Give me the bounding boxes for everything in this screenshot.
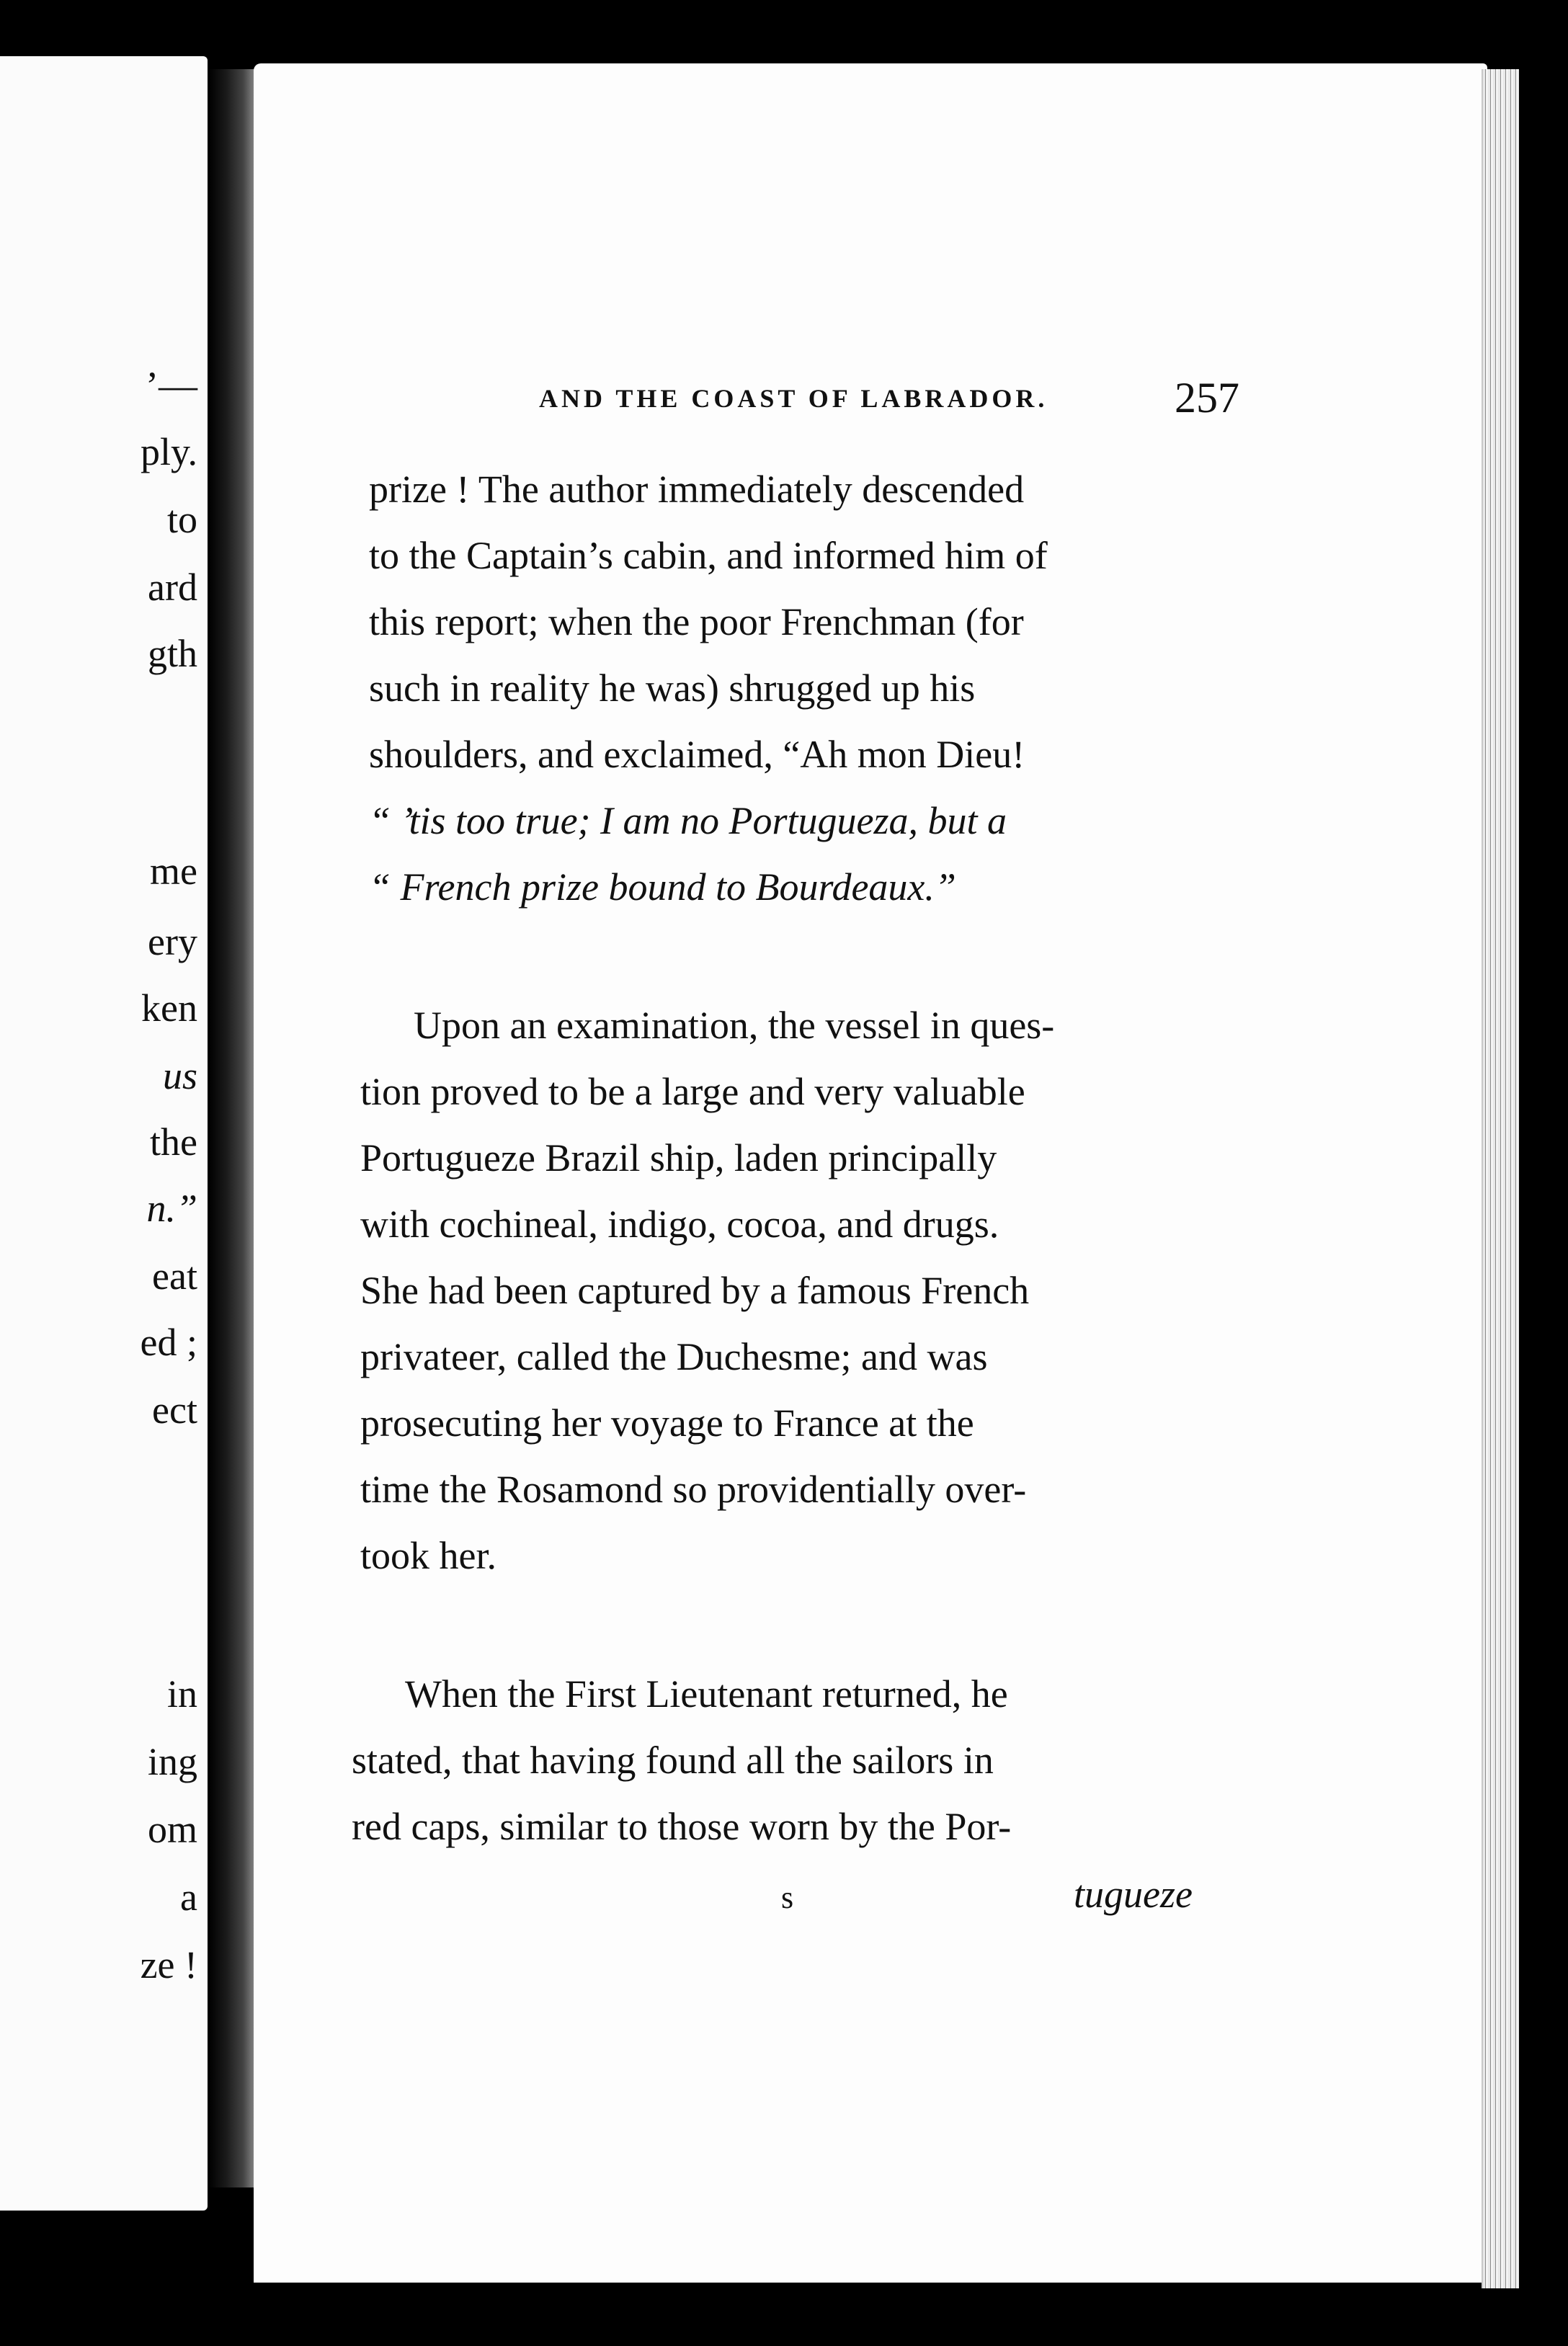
text-line (352, 1738, 1487, 1783)
text-line-content: Portugueze Brazil ship, laden principally (360, 1136, 997, 1179)
text-line (369, 798, 1487, 843)
text-line-content: shoulders, and exclaimed, “Ah mon Dieu! (369, 733, 1025, 776)
catchword: tugueze (1074, 1873, 1193, 1916)
left-fragment: ze ! (140, 1943, 197, 1986)
left-fragment: ery (148, 920, 197, 963)
left-fragment: n.” (146, 1187, 197, 1230)
text-line-content: red caps, similar to those worn by the Por- (352, 1805, 1012, 1848)
left-fragment: a (180, 1876, 197, 1919)
text-line (360, 1401, 1487, 1445)
text-line (352, 1804, 1487, 1849)
text-line (360, 1533, 1487, 1578)
text-line-content: with cochineal, indigo, cocoa, and drugs. (360, 1203, 999, 1246)
text-line (369, 865, 1487, 909)
text-line-content: “ ’tis too true; I am no Portugueza, but a (369, 799, 1007, 842)
text-line-content: She had been captured by a famous French (360, 1269, 1030, 1312)
previous-page (0, 56, 208, 2211)
text-line (360, 1334, 1487, 1379)
left-fragment: ect (152, 1388, 197, 1432)
text-line (369, 467, 1487, 512)
text-line-content: stated, that having found all the sailors in (352, 1739, 994, 1782)
left-fragment: ’— (146, 364, 197, 407)
text-line-content: to the Captain’s cabin, and informed him of (369, 534, 1048, 577)
left-fragment: ply. (141, 430, 197, 473)
text-line-content: privateer, called the Duchesme; and was (360, 1335, 988, 1378)
left-fragment: me (150, 849, 197, 893)
left-fragment: gth (147, 632, 197, 675)
left-fragment: in (166, 1672, 197, 1716)
left-fragment: eat (152, 1254, 197, 1298)
text-line-content: When the First Lieutenant returned, he (405, 1672, 1008, 1716)
page-fore-edge (1482, 69, 1519, 2288)
text-line (360, 1136, 1487, 1180)
left-fragment: ard (148, 566, 197, 609)
text-line (360, 1202, 1487, 1246)
text-line (360, 1268, 1487, 1313)
left-fragment: to (166, 498, 197, 541)
running-head (254, 317, 1487, 422)
text-line (360, 1069, 1487, 1114)
running-title: AND THE COAST OF LABRADOR. (539, 384, 1048, 413)
text-line (405, 1672, 1487, 1716)
text-line (360, 1467, 1487, 1512)
text-line-content: such in reality he was) shrugged up his (369, 666, 976, 710)
left-fragment: ing (147, 1740, 197, 1783)
left-fragment: om (147, 1808, 197, 1851)
left-fragment: the (150, 1120, 197, 1164)
text-line-content: this report; when the poor Frenchman (for (369, 600, 1024, 643)
left-fragment: ed ; (140, 1321, 197, 1364)
text-line (369, 599, 1487, 644)
page-number: 257 (1175, 374, 1239, 422)
text-line (414, 1003, 1487, 1048)
text-line (369, 533, 1487, 578)
text-line-content: took her. (360, 1534, 496, 1577)
signature-mark: s (781, 1880, 794, 1915)
text-line-content: tion proved to be a large and very valuable (360, 1070, 1025, 1113)
text-line-content: prosecuting her voyage to France at the (360, 1401, 974, 1445)
current-page (254, 63, 1487, 2283)
text-line-content: “ French prize bound to Bourdeaux.” (369, 865, 956, 909)
text-line (369, 732, 1487, 777)
book-gutter-shadow (209, 69, 258, 2187)
left-fragment: ken (141, 986, 197, 1030)
left-fragment: us (162, 1054, 197, 1097)
text-line-content: Upon an examination, the vessel in ques- (414, 1004, 1055, 1047)
text-line-content: time the Rosamond so providentially over- (360, 1468, 1027, 1511)
text-line (369, 666, 1487, 710)
text-line-content: prize ! The author immediately descended (369, 468, 1025, 511)
